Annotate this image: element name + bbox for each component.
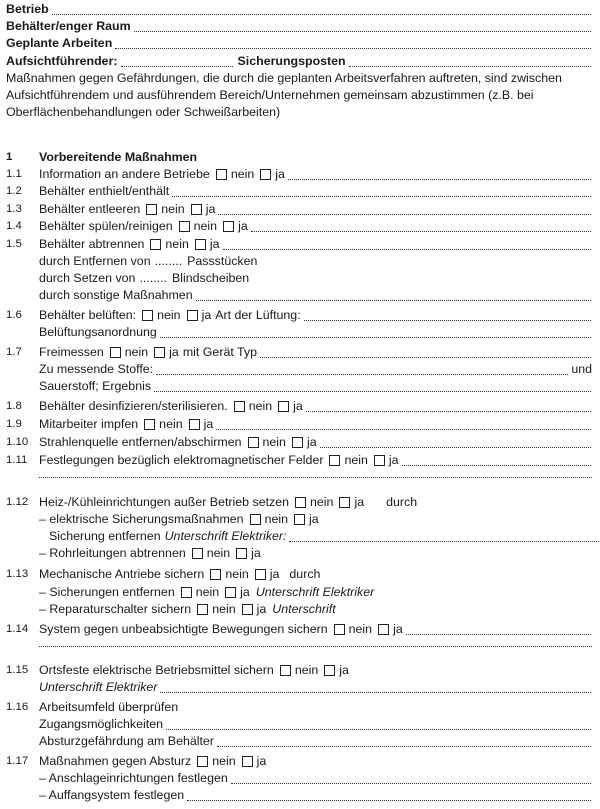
- checkbox-ja[interactable]: [154, 347, 165, 358]
- blank-count[interactable]: ........: [154, 254, 183, 268]
- option-nein: nein: [294, 663, 319, 677]
- item-label: Behälter abtrennen: [39, 237, 145, 251]
- item-1-4: [39, 218, 592, 235]
- option-ja: ja: [169, 345, 179, 359]
- field-aufsicht[interactable]: [6, 53, 592, 70]
- sub-label: Absturzgefährdung am Behälter: [39, 734, 214, 748]
- item-label: Maßnahmen gegen Absturz: [39, 754, 192, 768]
- checkbox-nein[interactable]: [295, 497, 306, 508]
- option-ja: ja: [275, 167, 285, 181]
- option-ja: ja: [306, 435, 317, 449]
- item-number: 1.14: [6, 623, 29, 635]
- checkbox-ja[interactable]: [292, 437, 303, 448]
- item-1-13: [39, 566, 592, 583]
- option-nein: nein: [157, 308, 181, 322]
- sub-label: – Sicherungen entfernen: [39, 585, 175, 599]
- checkbox-nein[interactable]: [197, 604, 208, 615]
- label-aufsicht: Aufsichtführender:: [6, 54, 118, 68]
- sub-label: durch Setzen von: [39, 271, 136, 285]
- checkbox-ja[interactable]: [242, 756, 253, 767]
- label-sicherungsposten: Sicherungsposten: [237, 54, 346, 68]
- sub-label: Belüftungsanordnung: [39, 325, 157, 339]
- item-label: Arbeitsumfeld überprüfen: [39, 700, 179, 714]
- checkbox-nein[interactable]: [234, 401, 245, 412]
- item-1-7-sub-2: [39, 378, 592, 395]
- option-ja: ja: [354, 495, 365, 509]
- item-1-16-sub-2: [39, 733, 592, 750]
- checkbox-nein[interactable]: [150, 239, 161, 250]
- item-number: 1.17: [6, 755, 29, 767]
- fill-line[interactable]: [306, 402, 591, 412]
- sub-label: Zugangsmöglichkeiten: [39, 717, 163, 731]
- sub-label: – elektrische Sicherungsmaßnahmen: [39, 512, 244, 526]
- item-1-17: [39, 753, 592, 770]
- item-number: 1.4: [6, 220, 22, 232]
- fill-line[interactable]: [223, 240, 592, 250]
- item-label: Mechanische Antriebe sichern: [39, 567, 205, 581]
- checkbox-nein[interactable]: [179, 221, 190, 232]
- option-nein: nein: [206, 546, 231, 560]
- checkbox-ja[interactable]: [225, 587, 236, 598]
- item-extra-label: mit Gerät Typ: [182, 345, 257, 359]
- item-label: System gegen unbeabsichtigte Bewegungen sichern: [39, 622, 328, 636]
- item-1-15: [39, 662, 592, 679]
- checkbox-ja[interactable]: [195, 239, 206, 250]
- item-1-5-sub-2: [39, 270, 592, 287]
- item-number: 1.5: [6, 238, 22, 250]
- item-1-14: [39, 621, 592, 638]
- option-ja: ja: [269, 567, 280, 581]
- option-ja: ja: [240, 585, 250, 599]
- checkbox-ja[interactable]: [374, 455, 385, 466]
- item-number: 1.12: [6, 496, 29, 508]
- sub-label: Passstücken: [187, 254, 258, 268]
- field-betrieb[interactable]: [6, 1, 592, 18]
- option-nein: nein: [348, 622, 373, 636]
- option-ja: ja: [309, 512, 319, 526]
- fill-line[interactable]: [231, 774, 591, 784]
- checkbox-ja[interactable]: [324, 665, 335, 676]
- sub-label: durch sonstige Maßnahmen: [39, 288, 193, 302]
- checkbox-nein[interactable]: [181, 587, 192, 598]
- option-ja: ja: [256, 602, 267, 616]
- checkbox-nein[interactable]: [110, 347, 121, 358]
- checkbox-nein[interactable]: [329, 455, 340, 466]
- checkbox-ja[interactable]: [242, 604, 253, 615]
- sub-end-label: und: [571, 362, 592, 376]
- sub-label: Zu messende Stoffe:: [39, 362, 154, 376]
- checkbox-nein[interactable]: [334, 624, 345, 635]
- checkbox-ja[interactable]: [191, 204, 202, 215]
- sub-label: Sauerstoff; Ergebnis: [39, 379, 152, 393]
- item-number: 1.11: [6, 454, 28, 466]
- item-1-13-sub-2: [39, 601, 592, 618]
- checkbox-ja[interactable]: [223, 221, 234, 232]
- checkbox-nein[interactable]: [248, 437, 259, 448]
- item-1-7: [39, 344, 592, 361]
- checkbox-nein[interactable]: [216, 169, 227, 180]
- label-betrieb: Betrieb: [6, 2, 49, 16]
- checkbox-nein[interactable]: [197, 756, 208, 767]
- option-nein: nein: [344, 453, 368, 467]
- option-durch: durch: [289, 567, 321, 581]
- field-behaelter[interactable]: [6, 18, 592, 35]
- signature-line[interactable]: [289, 532, 600, 542]
- option-nein: nein: [310, 495, 334, 509]
- signature-label: Unterschrift: [272, 602, 336, 616]
- checkbox-ja[interactable]: [339, 497, 350, 508]
- option-nein: nein: [195, 585, 220, 599]
- item-label: Behälter entleeren: [39, 202, 141, 216]
- item-number: 1.15: [6, 664, 29, 676]
- checkbox-nein[interactable]: [210, 569, 221, 580]
- item-number: 1.16: [6, 701, 29, 713]
- fill-line[interactable]: [406, 625, 591, 635]
- checkbox-nein[interactable]: [144, 419, 155, 430]
- item-1-8: [39, 398, 592, 415]
- blank-line[interactable]: [39, 645, 592, 647]
- item-1-13-sub-1: [39, 584, 592, 601]
- option-ja: ja: [205, 202, 216, 216]
- item-number: 1.3: [6, 203, 22, 215]
- option-nein: nein: [165, 237, 189, 251]
- option-nein: nein: [193, 219, 218, 233]
- sub-label: Blindscheiben: [171, 271, 250, 285]
- checkbox-nein[interactable]: [250, 514, 261, 525]
- checkbox-nein[interactable]: [280, 665, 291, 676]
- item-label: Behälter desinfizieren/sterilisieren.: [39, 399, 228, 413]
- item-1-17-sub-2: [39, 787, 592, 804]
- fill-line[interactable]: [154, 382, 591, 392]
- item-1-9: [39, 416, 592, 433]
- item-1-5-sub-1: [39, 253, 592, 270]
- item-1-5: [39, 236, 592, 253]
- sub-label: – Rohrleitungen abtrennen: [39, 546, 186, 560]
- option-ja: ja: [203, 417, 214, 431]
- item-1-3: [39, 201, 592, 218]
- checkbox-ja[interactable]: [255, 569, 266, 580]
- item-1-6-sub: [39, 324, 592, 341]
- item-1-7-sub-1: [39, 361, 592, 378]
- option-nein: nein: [248, 399, 273, 413]
- item-number: 1.8: [6, 400, 22, 412]
- option-ja: ja: [251, 546, 261, 560]
- fill-line[interactable]: [288, 170, 591, 180]
- item-number: 1.1: [6, 168, 22, 180]
- option-ja: ja: [293, 399, 303, 413]
- item-label: Behälter belüften:: [39, 308, 137, 322]
- fill-line[interactable]: [216, 420, 591, 430]
- item-1-6: [39, 307, 592, 324]
- sub-label: – Anschlageinrichtungen festlegen: [39, 771, 228, 785]
- signature-label: Unterschrift Elektriker: [255, 585, 375, 599]
- fill-line[interactable]: [166, 720, 591, 730]
- checkbox-ja[interactable]: [187, 310, 198, 321]
- section-number: 1: [6, 151, 13, 163]
- item-number: 1.7: [6, 346, 22, 358]
- item-1-12: [39, 494, 592, 511]
- checkbox-nein[interactable]: [142, 310, 153, 321]
- fill-line[interactable]: [156, 365, 568, 375]
- label-geplante-arbeiten: Geplante Arbeiten: [6, 36, 113, 50]
- option-ja: ja: [388, 453, 399, 467]
- fill-line[interactable]: [304, 311, 591, 321]
- item-1-17-sub-1: [39, 770, 592, 787]
- item-1-12-sub-2: [39, 528, 600, 545]
- fill-line[interactable]: [218, 205, 591, 215]
- blank-line[interactable]: [39, 476, 592, 478]
- item-number: 1.9: [6, 418, 22, 430]
- checkbox-ja[interactable]: [189, 419, 200, 430]
- signature-label: Unterschrift Elektriker:: [164, 529, 287, 543]
- option-nein: nein: [264, 512, 288, 526]
- item-1-10: [39, 434, 592, 451]
- fill-line[interactable]: [160, 328, 591, 338]
- item-label: Information an andere Betriebe: [39, 167, 210, 181]
- option-nein: nein: [212, 754, 236, 768]
- item-1-12-sub-1: [39, 511, 592, 528]
- item-label: Festlegungen bezüglich elektromagnetischer Felder: [39, 453, 324, 467]
- item-number: 1.6: [6, 309, 22, 321]
- option-ja: ja: [256, 754, 267, 768]
- item-label: Ortsfeste elektrische Betriebsmittel sichern: [39, 663, 274, 677]
- checkbox-nein[interactable]: [192, 548, 203, 559]
- option-nein: nein: [230, 167, 255, 181]
- fill-line[interactable]: [172, 187, 591, 197]
- checkbox-ja[interactable]: [378, 624, 389, 635]
- option-nein: nein: [262, 435, 286, 449]
- item-label: Freimessen: [39, 345, 104, 359]
- fill-line[interactable]: [196, 291, 591, 301]
- option-nein: nein: [159, 417, 183, 431]
- checkbox-ja[interactable]: [294, 514, 305, 525]
- checkbox-ja[interactable]: [260, 169, 271, 180]
- sub-label: – Auffangsystem festlegen: [39, 788, 185, 802]
- item-label: Mitarbeiter impfen: [39, 417, 139, 431]
- option-ja: ja: [201, 308, 212, 322]
- item-1-16: [39, 699, 592, 716]
- option-nein: nein: [161, 202, 185, 216]
- sub-label: Sicherung entfernen: [49, 529, 161, 543]
- section-title-row: [39, 149, 592, 166]
- item-1-15-sig: [39, 679, 592, 696]
- option-nein: nein: [212, 602, 236, 616]
- item-1-12-sub-3: [39, 545, 592, 562]
- sub-label: – Reparaturschalter sichern: [39, 602, 192, 616]
- fill-line[interactable]: [320, 438, 591, 448]
- item-1-11: [39, 452, 592, 469]
- fill-line[interactable]: [402, 456, 591, 466]
- item-label: Behälter enthielt/enthält: [39, 184, 170, 198]
- item-label: Strahlenquelle entfernen/abschirmen: [39, 435, 242, 449]
- item-number: 1.13: [6, 568, 29, 580]
- blank-count[interactable]: ........: [139, 271, 167, 285]
- field-geplante-arbeiten[interactable]: [6, 35, 592, 52]
- option-durch: durch: [386, 495, 418, 509]
- item-number: 1.10: [6, 436, 29, 448]
- option-nein: nein: [225, 567, 249, 581]
- item-number: 1.2: [6, 185, 22, 197]
- sub-label: durch Entfernen von: [39, 254, 151, 268]
- item-1-1: [39, 166, 592, 183]
- header-note: Maßnahmen gegen Gefährdungen, die durch die geplanten Arbeitsverfahren auftreten, sind zwischen Aufsichtführendem und ausführendem Bereich/Unternehmen gemeinsam abzustimmen (z.B. bei Oberflächenbehandlungen oder Schweißarbeiten): [6, 71, 562, 119]
- fill-line[interactable]: [251, 222, 591, 232]
- fill-line[interactable]: [217, 737, 591, 747]
- item-label: Heiz-/Kühleinrichtungen außer Betrieb setzen: [39, 495, 290, 509]
- option-nein: nein: [124, 345, 149, 359]
- item-1-5-sub-3: [39, 287, 592, 304]
- option-ja: ja: [209, 237, 220, 251]
- option-ja: ja: [238, 219, 248, 233]
- signature-line[interactable]: [160, 683, 591, 693]
- checkbox-ja[interactable]: [278, 401, 289, 412]
- fill-line[interactable]: [187, 791, 591, 801]
- signature-label: Unterschrift Elektriker: [39, 680, 158, 694]
- item-label: Behälter spülen/reinigen: [39, 219, 173, 233]
- item-extra-label: Art der Lüftung:: [215, 308, 301, 322]
- item-1-2: [39, 183, 592, 200]
- fill-line[interactable]: [260, 348, 591, 358]
- checkbox-ja[interactable]: [236, 548, 247, 559]
- item-1-16-sub-1: [39, 716, 592, 733]
- option-ja: ja: [393, 622, 403, 636]
- option-ja: ja: [339, 663, 349, 677]
- label-behaelter: Behälter/enger Raum: [6, 19, 131, 33]
- section-title: Vorbereitende Maßnahmen: [39, 150, 198, 164]
- checkbox-nein[interactable]: [146, 204, 157, 215]
